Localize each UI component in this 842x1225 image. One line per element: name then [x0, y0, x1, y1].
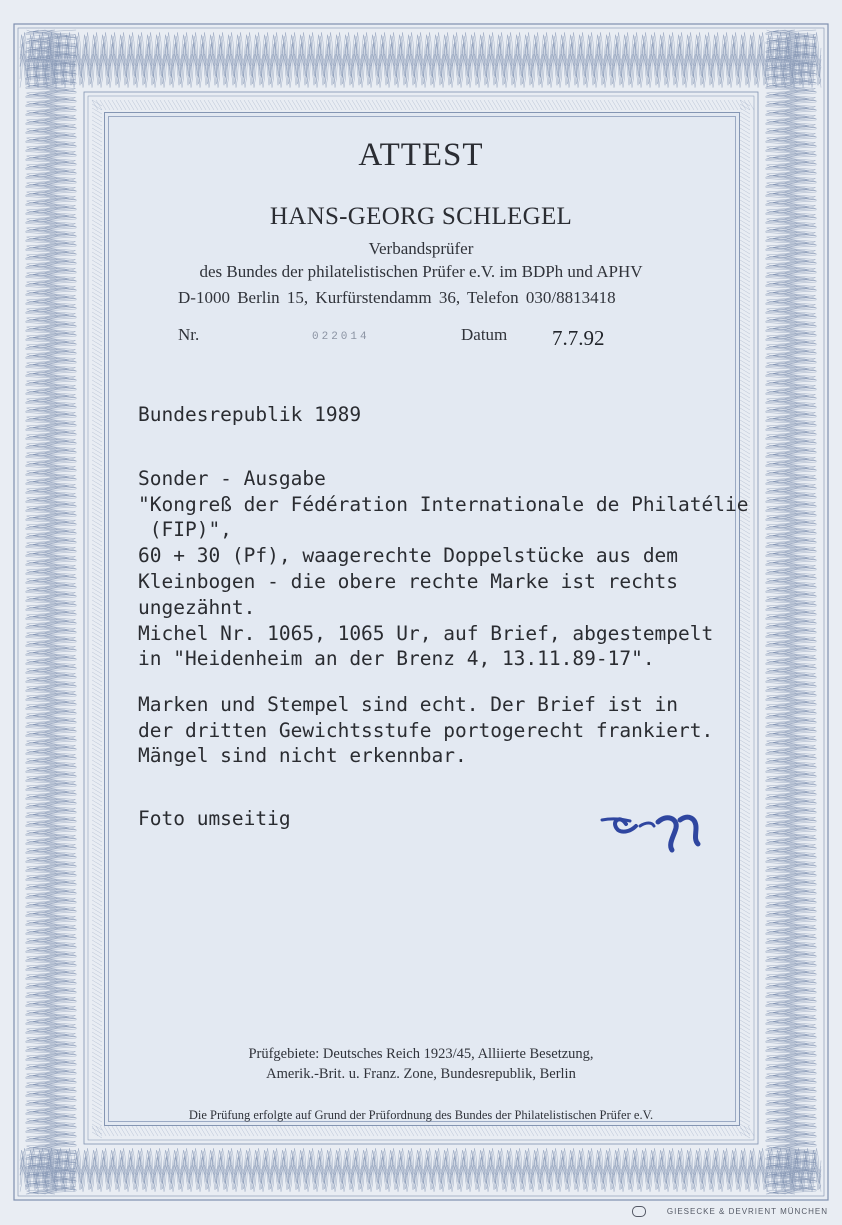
printer-imprint: GIESECKE & DEVRIENT MÜNCHEN: [666, 1207, 828, 1216]
examination-areas-line1: Prüfgebiete: Deutsches Reich 1923/45, Alliierte Besetzung,: [248, 1046, 594, 1062]
description-line: "Kongreß der Fédération Internationale de Philatélie: [138, 493, 749, 516]
description-line: ungezähnt.: [138, 596, 256, 619]
description-line: Kleinbogen - die obere rechte Marke ist rechts: [138, 570, 679, 593]
examiner-address: D-1000 Berlin 15, Kurfürstendamm 36, Telefon 030/8813418: [178, 288, 616, 307]
examination-areas-line2: Amerik.-Brit. u. Franz. Zone, Bundesrepublik, Berlin: [266, 1066, 576, 1082]
description-line: 60 + 30 (Pf), waagerechte Doppelstücke aus dem: [138, 544, 679, 567]
regulation-notice: Die Prüfung erfolgte auf Grund der Prüfordnung des Bundes der Philatelistischen Prüfer e.V.: [188, 1108, 654, 1122]
examiner-signature: [596, 800, 716, 860]
certificate-number: 022014: [312, 331, 370, 343]
verdict-line: Marken und Stempel sind echt. Der Brief ist in: [138, 693, 679, 716]
certificate-title: ATTEST: [358, 137, 484, 173]
description-line: Michel Nr. 1065, 1065 Ur, auf Brief, abgestempelt: [138, 622, 714, 645]
photo-note: Foto umseitig: [138, 807, 291, 830]
verdict-line: der dritten Gewichtsstufe portogerecht frankiert.: [138, 719, 714, 742]
description-line: (FIP)",: [138, 518, 232, 541]
date-value: 7.7.92: [552, 326, 605, 350]
printer-logo-icon: [632, 1206, 646, 1217]
date-label: Datum: [461, 325, 508, 344]
description-line: Sonder - Ausgabe: [138, 467, 326, 490]
number-label: Nr.: [178, 325, 200, 344]
stamp-issue-heading: Bundesrepublik 1989: [138, 403, 362, 426]
examiner-association: des Bundes der philatelistischen Prüfer e.V. im BDPh und APHV: [199, 262, 643, 281]
verdict-line: Mängel sind nicht erkennbar.: [138, 744, 467, 767]
description-line: in "Heidenheim an der Brenz 4, 13.11.89-17".: [138, 647, 655, 670]
examiner-role: Verbandsprüfer: [368, 239, 474, 258]
examiner-name: HANS-GEORG SCHLEGEL: [269, 203, 573, 230]
